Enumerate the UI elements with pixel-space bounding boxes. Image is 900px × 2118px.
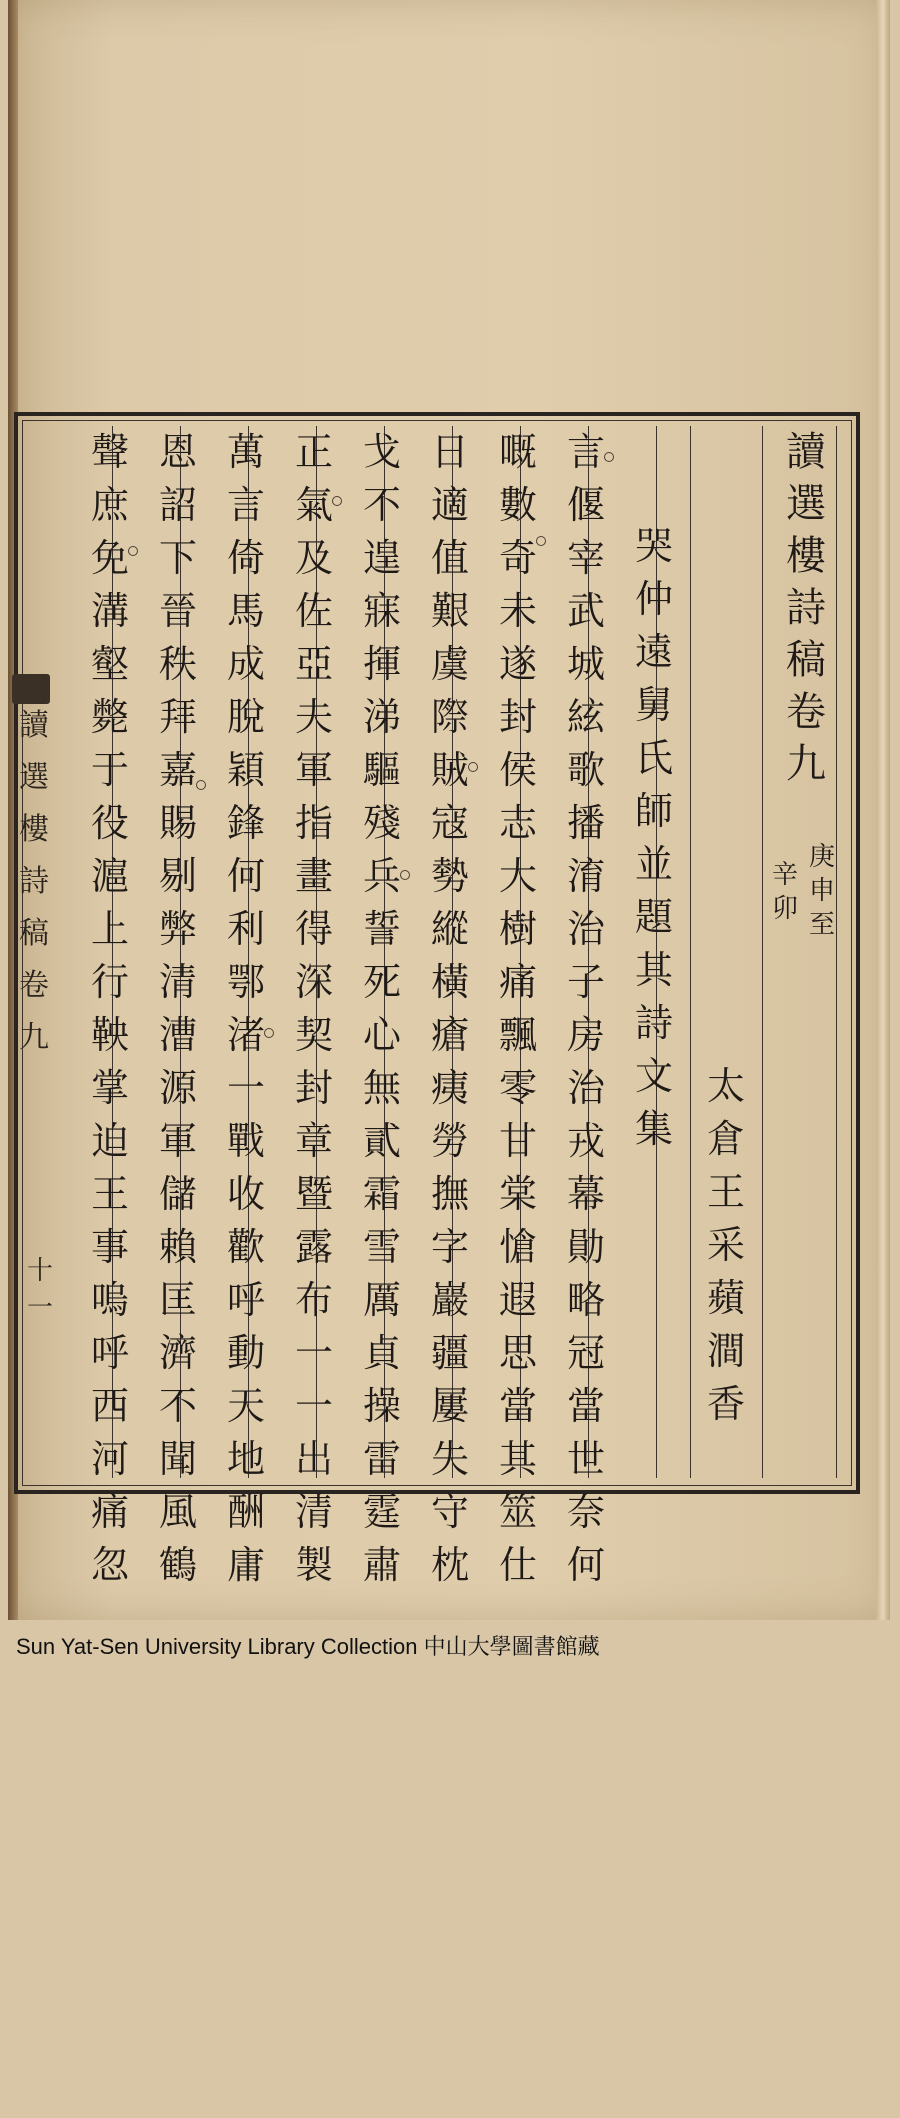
- character: 幕: [566, 1172, 605, 1216]
- character: 免: [90, 536, 129, 580]
- character: 誓: [362, 907, 401, 951]
- character: 筮: [498, 1490, 537, 1534]
- character: 日: [430, 430, 469, 474]
- character: 仲: [634, 577, 673, 621]
- character: 賴: [158, 1225, 197, 1269]
- character: 貳: [362, 1119, 401, 1163]
- character: 秩: [158, 642, 197, 686]
- character: 略: [566, 1278, 605, 1322]
- character: 棠: [498, 1172, 537, 1216]
- character: 庸: [226, 1543, 265, 1587]
- character: 巖: [430, 1278, 469, 1322]
- character: 肅: [362, 1543, 401, 1587]
- character: 亞: [294, 642, 333, 686]
- character: 拜: [158, 695, 197, 739]
- character: 收: [226, 1172, 265, 1216]
- character: 言: [226, 483, 265, 527]
- character: 詩: [786, 585, 826, 631]
- character: 戰: [226, 1119, 265, 1163]
- character: 城: [566, 642, 605, 686]
- character: 聲: [90, 430, 129, 474]
- character: 貞: [362, 1331, 401, 1375]
- character: 寐: [362, 589, 401, 633]
- column-rule: [762, 426, 763, 1478]
- character: 疆: [430, 1331, 469, 1375]
- text-column-2: [488, 426, 548, 1587]
- character: 值: [430, 536, 469, 580]
- character: 脫: [226, 695, 265, 739]
- character: 樓: [19, 812, 49, 847]
- character: 寇: [430, 801, 469, 845]
- character: 枕: [430, 1543, 469, 1587]
- character: 鄂: [226, 960, 265, 1004]
- punctuation-mark: [536, 536, 546, 546]
- character: 武: [566, 589, 605, 633]
- character: 指: [294, 801, 333, 845]
- character: 晉: [158, 589, 197, 633]
- character: 淯: [566, 854, 605, 898]
- character: 儲: [158, 1172, 197, 1216]
- character: 讀: [786, 429, 826, 475]
- character: 播: [566, 801, 605, 845]
- character: 于: [90, 748, 129, 792]
- character: 辛: [771, 860, 798, 890]
- character: 賜: [158, 801, 197, 845]
- character: 思: [498, 1331, 537, 1375]
- character: 奈: [566, 1490, 605, 1534]
- character: 深: [294, 960, 333, 1004]
- character: 涕: [362, 695, 401, 739]
- character: 仕: [498, 1543, 537, 1587]
- character: 弊: [158, 907, 197, 951]
- character: 題: [634, 895, 673, 939]
- character: 世: [566, 1437, 605, 1481]
- punctuation-mark: [332, 496, 342, 506]
- character: 偃: [566, 483, 605, 527]
- character: 及: [294, 536, 333, 580]
- character: 未: [498, 589, 537, 633]
- character: 氣: [294, 483, 333, 527]
- character: 子: [566, 960, 605, 1004]
- character: 揮: [362, 642, 401, 686]
- character: 雪: [362, 1225, 401, 1269]
- character: 動: [226, 1331, 265, 1375]
- character: 治: [566, 907, 605, 951]
- character: 利: [226, 907, 265, 951]
- character: 痛: [498, 960, 537, 1004]
- character: 萬: [226, 430, 265, 474]
- character: 厲: [362, 1278, 401, 1322]
- character: 何: [226, 854, 265, 898]
- character: 勞: [430, 1119, 469, 1163]
- character: 王: [706, 1170, 745, 1214]
- text-column-4: [352, 426, 412, 1587]
- character: 源: [158, 1066, 197, 1110]
- character: 詔: [158, 483, 197, 527]
- character: 橫: [430, 960, 469, 1004]
- character: 香: [706, 1382, 745, 1426]
- character: 愴: [498, 1225, 537, 1269]
- character: 溝: [90, 589, 129, 633]
- character: 當: [566, 1384, 605, 1428]
- character: 驅: [362, 748, 401, 792]
- character: 地: [226, 1437, 265, 1481]
- character: 殘: [362, 801, 401, 845]
- character: 師: [634, 789, 673, 833]
- character: 九: [786, 741, 826, 787]
- character: 事: [90, 1225, 129, 1269]
- character: 稿: [786, 637, 826, 683]
- character: 至: [808, 910, 835, 940]
- character: 詩: [634, 1001, 673, 1045]
- character: 當: [498, 1384, 537, 1428]
- character: 倉: [706, 1117, 745, 1161]
- character: 戈: [362, 430, 401, 474]
- character: 采: [706, 1223, 745, 1267]
- character: 呼: [90, 1331, 129, 1375]
- character: 蘋: [706, 1276, 745, 1320]
- character: 匡: [158, 1278, 197, 1322]
- punctuation-mark: [604, 452, 614, 462]
- character: 宰: [566, 536, 605, 580]
- character: 死: [362, 960, 401, 1004]
- character: 歡: [226, 1225, 265, 1269]
- character: 侯: [498, 748, 537, 792]
- character: 西: [90, 1384, 129, 1428]
- character: 兵: [362, 854, 401, 898]
- character: 縱: [430, 907, 469, 951]
- character: 露: [294, 1225, 333, 1269]
- character: 得: [294, 907, 333, 951]
- character: 嘅: [498, 430, 537, 474]
- character: 倚: [226, 536, 265, 580]
- character: 遂: [498, 642, 537, 686]
- character: 清: [294, 1490, 333, 1534]
- margin-book-title: [14, 700, 54, 1064]
- character: 數: [498, 483, 537, 527]
- margin-page-number: 十一: [26, 1256, 53, 1323]
- character: 房: [566, 1013, 605, 1057]
- character: 撫: [430, 1172, 469, 1216]
- character: 忽: [90, 1543, 129, 1587]
- text-column-8: [80, 426, 140, 1587]
- punctuation-mark: [128, 546, 138, 556]
- character: 何: [566, 1543, 605, 1587]
- character: 冠: [566, 1331, 605, 1375]
- character: 布: [294, 1278, 333, 1322]
- character: 甘: [498, 1119, 537, 1163]
- character: 鶴: [158, 1543, 197, 1587]
- character: 剔: [158, 854, 197, 898]
- character: 穎: [226, 748, 265, 792]
- character: 飄: [498, 1013, 537, 1057]
- character: 霆: [362, 1490, 401, 1534]
- text-column-1: [556, 426, 616, 1587]
- character: 選: [19, 760, 49, 795]
- year-range-2: [768, 858, 802, 1916]
- character: 軍: [294, 748, 333, 792]
- character: 樓: [786, 533, 826, 579]
- character: 痍: [430, 1066, 469, 1110]
- character: 鞅: [90, 1013, 129, 1057]
- character: 其: [498, 1437, 537, 1481]
- character: 馬: [226, 589, 265, 633]
- character: 王: [90, 1172, 129, 1216]
- character: 暨: [294, 1172, 333, 1216]
- character: 大: [498, 854, 537, 898]
- character: 庚: [808, 842, 835, 872]
- character: 河: [90, 1437, 129, 1481]
- character: 製: [294, 1543, 333, 1587]
- character: 章: [294, 1119, 333, 1163]
- character: 痛: [90, 1490, 129, 1534]
- character: 畫: [294, 854, 333, 898]
- character: 卷: [786, 689, 826, 735]
- character: 其: [634, 948, 673, 992]
- character: 契: [294, 1013, 333, 1057]
- character: 卯: [771, 894, 798, 924]
- character: 澗: [706, 1329, 745, 1373]
- character: 遐: [498, 1278, 537, 1322]
- character: 操: [362, 1384, 401, 1428]
- character: 無: [362, 1066, 401, 1110]
- character: 渚: [226, 1013, 265, 1057]
- text-column-7: [148, 426, 208, 1587]
- character: 嗚: [90, 1278, 129, 1322]
- character: 太: [706, 1064, 745, 1108]
- character: 風: [158, 1490, 197, 1534]
- character: 霜: [362, 1172, 401, 1216]
- text-column-5: [284, 426, 344, 1587]
- character: 出: [294, 1437, 333, 1481]
- author-line: [696, 1060, 756, 2118]
- character: 心: [362, 1013, 401, 1057]
- character: 漕: [158, 1013, 197, 1057]
- character: 集: [634, 1107, 673, 1151]
- character: 庶: [90, 483, 129, 527]
- character: 氏: [634, 736, 673, 780]
- character: 勛: [566, 1225, 605, 1269]
- character: 哭: [634, 524, 673, 568]
- character: 恩: [158, 430, 197, 474]
- character: 詩: [19, 864, 49, 899]
- character: 失: [430, 1437, 469, 1481]
- character: 軍: [158, 1119, 197, 1163]
- character: 樹: [498, 907, 537, 951]
- character: 雷: [362, 1437, 401, 1481]
- character: 一: [294, 1331, 333, 1375]
- character: 選: [786, 481, 826, 527]
- character: 讀: [19, 708, 49, 743]
- punctuation-mark: [468, 762, 478, 772]
- character: 滬: [90, 854, 129, 898]
- character: 志: [498, 801, 537, 845]
- character: 賊: [430, 748, 469, 792]
- character: 役: [90, 801, 129, 845]
- character: 不: [158, 1384, 197, 1428]
- text-column-3: [420, 426, 480, 1587]
- text-column-6: [216, 426, 276, 1587]
- character: 濟: [158, 1331, 197, 1375]
- character: 戎: [566, 1119, 605, 1163]
- character: 聞: [158, 1437, 197, 1481]
- character: 酬: [226, 1490, 265, 1534]
- character: 掌: [90, 1066, 129, 1110]
- character: 歌: [566, 748, 605, 792]
- character: 九: [19, 1020, 49, 1055]
- character: 零: [498, 1066, 537, 1110]
- character: 一: [226, 1066, 265, 1110]
- character: 嘉: [158, 748, 197, 792]
- character: 文: [634, 1054, 673, 1098]
- character: 適: [430, 483, 469, 527]
- collection-footer: [0, 1620, 900, 1670]
- character: 呼: [226, 1278, 265, 1322]
- character: 一: [294, 1384, 333, 1428]
- punctuation-mark: [196, 780, 206, 790]
- punctuation-mark: [400, 870, 410, 880]
- character: 虞: [430, 642, 469, 686]
- character: 艱: [430, 589, 469, 633]
- character: 字: [430, 1225, 469, 1269]
- character: 夫: [294, 695, 333, 739]
- character: 申: [808, 876, 835, 906]
- character: 絃: [566, 695, 605, 739]
- character: 瘡: [430, 1013, 469, 1057]
- punctuation-mark: [264, 1028, 274, 1038]
- character: 成: [226, 642, 265, 686]
- character: 迫: [90, 1119, 129, 1163]
- character: 奇: [498, 536, 537, 580]
- character: 清: [158, 960, 197, 1004]
- column-rule: [690, 426, 691, 1478]
- character: 稿: [19, 916, 49, 951]
- character: 封: [498, 695, 537, 739]
- character: 佐: [294, 589, 333, 633]
- character: 封: [294, 1066, 333, 1110]
- character: 壑: [90, 642, 129, 686]
- character: 斃: [90, 695, 129, 739]
- character: 正: [294, 430, 333, 474]
- character: 勢: [430, 854, 469, 898]
- character: 際: [430, 695, 469, 739]
- year-range-1: [805, 840, 839, 1898]
- character: 治: [566, 1066, 605, 1110]
- character: 上: [90, 907, 129, 951]
- character: 舅: [634, 683, 673, 727]
- page-edge: [876, 0, 890, 1620]
- poem-title: [624, 520, 684, 1578]
- character: 遠: [634, 630, 673, 674]
- character: 並: [634, 842, 673, 886]
- footer-text: Sun Yat-Sen University Library Collection 中山大學圖書館藏: [16, 1633, 600, 1659]
- character: 下: [158, 536, 197, 580]
- character: 遑: [362, 536, 401, 580]
- character: 言: [566, 430, 605, 474]
- character: 行: [90, 960, 129, 1004]
- character: 鋒: [226, 801, 265, 845]
- character: 屢: [430, 1384, 469, 1428]
- character: 守: [430, 1490, 469, 1534]
- character: 不: [362, 483, 401, 527]
- character: 天: [226, 1384, 265, 1428]
- character: 卷: [19, 968, 49, 1003]
